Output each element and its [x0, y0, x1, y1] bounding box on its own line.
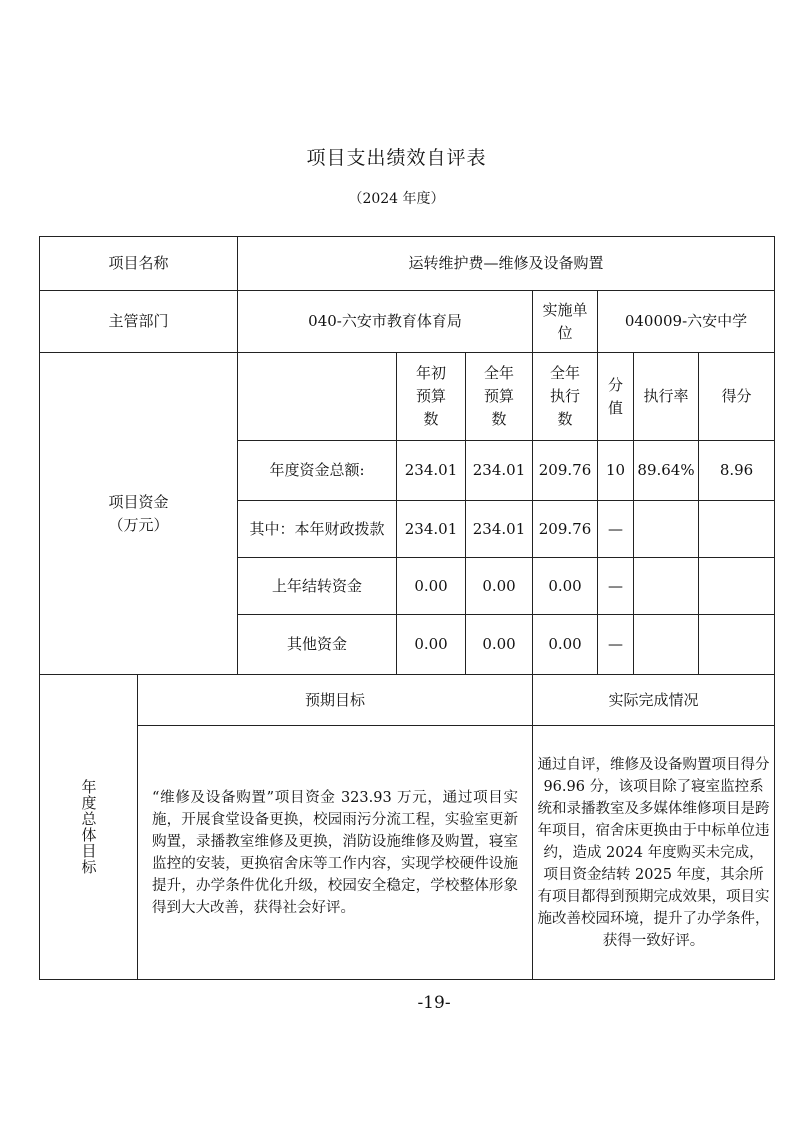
header-exec-rate: 执行率	[634, 353, 699, 441]
fund-rate: 89.64%	[634, 441, 699, 501]
fund-exec: 0.00	[533, 558, 598, 615]
funds-label-line2: （万元）	[108, 515, 169, 534]
fund-weight: 10	[598, 441, 634, 501]
goals-header-row	[40, 675, 775, 726]
fund-exec: 209.76	[533, 501, 598, 558]
fund-name: 其中：本年财政拨款	[238, 501, 397, 558]
fund-annual: 0.00	[466, 558, 533, 615]
expected-goal-text: “维修及设备购置”项目资金 323.93 万元，通过项目实施，开展食堂设备更换，校园雨污分流工程，实验室更新购置，录播教室维修及更换，消防设施维修及购置，寝室监控的安装，更换宿舍床等工作内容，实现学校硬件设施提升，办学条件优化升级，校园安全稳定，学校整体形象得到大大改善，获得社会好评。	[152, 789, 519, 916]
funds-label-line1: 项目资金	[108, 492, 169, 511]
fund-rate	[634, 501, 699, 558]
fund-weight: —	[598, 501, 634, 558]
project-name-label: 项目名称	[40, 237, 238, 291]
page-number: -19-	[417, 993, 451, 1013]
goals-label	[40, 675, 138, 980]
fund-rate	[634, 558, 699, 615]
department-label: 主管部门	[40, 291, 238, 353]
fund-weight: —	[598, 558, 634, 615]
header-annual-exec: 全年执行数	[533, 353, 598, 441]
header-score: 得分	[699, 353, 775, 441]
fund-name: 年度资金总额:	[238, 441, 397, 501]
actual-result-text: 通过自评，维修及设备购置项目得分 96.96 分，该项目除了寝室监控系统和录播教室及多媒体维修项目是跨年项目，宿舍床更换由于中标单位违约，造成 2024 年度购买未完成，项目资金结转 2025 年度，其余所有项目都得到预期完成效果，项目实施改善校园环境，提升了办学条件，获得一致好评。	[537, 756, 770, 949]
project-name-row	[40, 237, 775, 291]
project-name-value: 运转维护费—维修及设备购置	[238, 237, 775, 291]
fund-exec: 209.76	[533, 441, 598, 501]
fund-annual: 234.01	[466, 501, 533, 558]
fund-score	[699, 615, 775, 675]
fund-name: 上年结转资金	[238, 558, 397, 615]
impl-unit-value: 040009-六安中学	[598, 291, 775, 353]
page-title: 项目支出绩效自评表	[306, 147, 487, 169]
fund-score	[699, 558, 775, 615]
header-weight: 分值	[598, 353, 634, 441]
fund-score	[699, 501, 775, 558]
fund-initial: 0.00	[397, 558, 466, 615]
fund-exec: 0.00	[533, 615, 598, 675]
fund-weight: —	[598, 615, 634, 675]
expected-goal-header: 预期目标	[138, 675, 533, 726]
fund-initial: 0.00	[397, 615, 466, 675]
header-initial-budget: 年初预算数	[397, 353, 466, 441]
department-row	[40, 291, 775, 353]
goals-label-text: 年度总体目标	[79, 779, 98, 875]
impl-unit-label: 实施单位	[533, 291, 598, 353]
page-subtitle: （2024 年度）	[348, 191, 445, 207]
fund-initial: 234.01	[397, 441, 466, 501]
funds-header-row	[40, 353, 775, 441]
evaluation-table	[39, 236, 775, 980]
goals-content-row	[40, 726, 775, 980]
funds-header-blank	[238, 353, 397, 441]
funds-label	[40, 353, 238, 675]
fund-rate	[634, 615, 699, 675]
fund-name: 其他资金	[238, 615, 397, 675]
department-value: 040-六安市教育体育局	[238, 291, 533, 353]
fund-score: 8.96	[699, 441, 775, 501]
expected-goal-cell	[138, 726, 533, 980]
fund-initial: 234.01	[397, 501, 466, 558]
header-annual-budget: 全年预算数	[466, 353, 533, 441]
actual-result-header: 实际完成情况	[533, 675, 775, 726]
fund-annual: 234.01	[466, 441, 533, 501]
actual-result-cell	[533, 726, 775, 980]
fund-annual: 0.00	[466, 615, 533, 675]
